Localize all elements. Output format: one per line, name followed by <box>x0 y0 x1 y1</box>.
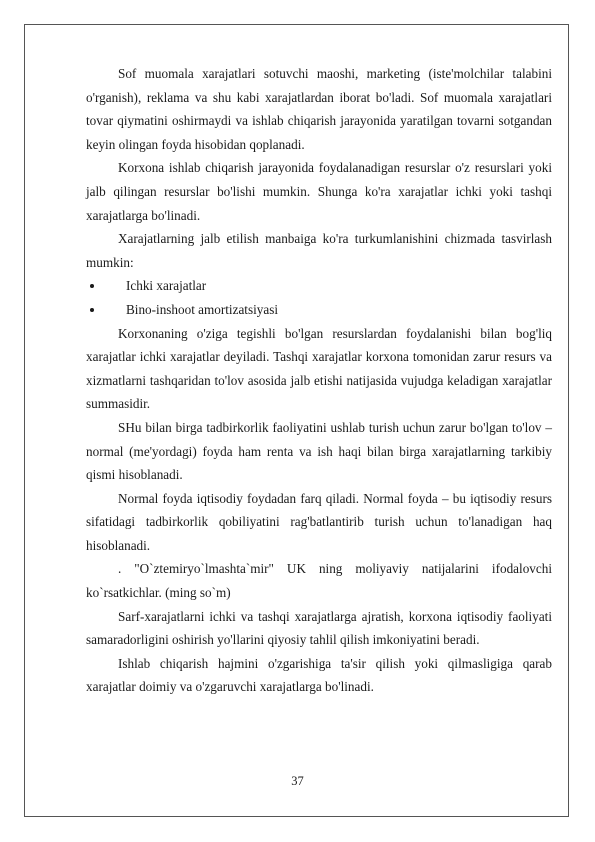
list-item <box>86 274 552 298</box>
paragraph: Korxona ishlab chiqarish jarayonida foydalanadigan resurslar o'z resurslari yoki jalb qilingan resurslar bo'lishi mumkin. Shunga ko'ra xarajatlar ichki yoki tashqi xarajatlarga bo'linadi. <box>86 160 552 223</box>
list-item <box>86 298 552 322</box>
paragraph: Korxonaning o'ziga tegishli bo'lgan resurslardan foydalanishi bilan bog'liq xarajatlar ichki xarajatlar deyiladi. Tashqi xarajatlar korxona tomonidan zarur resurs va xizmatlarni tashqaridan to'lov asosida jalb etishi natijasida vujudga keladigan xarajatlar summasidir. <box>86 325 552 412</box>
list-item-label: Ichki xarajatlar <box>126 278 207 294</box>
paragraph: Sof muomala xarajatlari sotuvchi maoshi, marketing (iste'molchilar talabini o'rganish), reklama va shu kabi xarajatlardan iborat bo'ladi. Sof muomala xarajatlari tovar qiymatini oshirmaydi va ishlab chiqarish jarayonida yaratilgan tovarni sotgandan keyin olingan foyda hisobidan qoplanadi. <box>86 66 552 152</box>
bullet-icon <box>90 284 94 288</box>
paragraph: Sarf-xarajatlarni ichki va tashqi xarajatlarga ajratish, korxona iqtisodiy faoliyati samaradorligini oshirish yo'llarini qiyosiy tahlil qilish imkoniyatini beradi. <box>86 608 552 648</box>
paragraph: SHu bilan birga tadbirkorlik faoliyatini ushlab turish uchun zarur bo'lgan to'lov – normal (me'yordagi) foyda ham renta va ish haqi bilan birga xarajatlarning tarkibiy qismi hisoblanadi. <box>86 419 552 483</box>
list-item-label: Bino-inshoot amortizatsiyasi <box>126 301 279 317</box>
paragraph: Xarajatlarning jalb etilish manbaiga ko'ra turkumlanishini chizmada tasvirlash mumkin: <box>86 231 552 270</box>
paragraph: Ishlab chiqarish hajmini o'zgarishiga ta'sir qilish yoki qilmasligiga qarab xarajatlar doimiy va o'zgaruvchi xarajatlarga bo'linadi. <box>86 655 552 695</box>
bullet-icon <box>90 308 94 312</box>
table-caption: . "O`ztemiryo`lmashta`mir" UK ning moliyaviy natijalarini ifodalovchi ko`rsatkichlar. (ming so`m) <box>86 561 552 601</box>
document-body <box>86 62 552 699</box>
bullet-list <box>86 274 552 321</box>
paragraph: Normal foyda iqtisodiy foydadan farq qiladi. Normal foyda – bu iqtisodiy resurs sifatidagi tadbirkorlik qobiliyatini rag'batlantirib turish uchun to'lanadigan haq hisoblanadi. <box>86 490 552 553</box>
page-number: 37 <box>291 774 304 788</box>
